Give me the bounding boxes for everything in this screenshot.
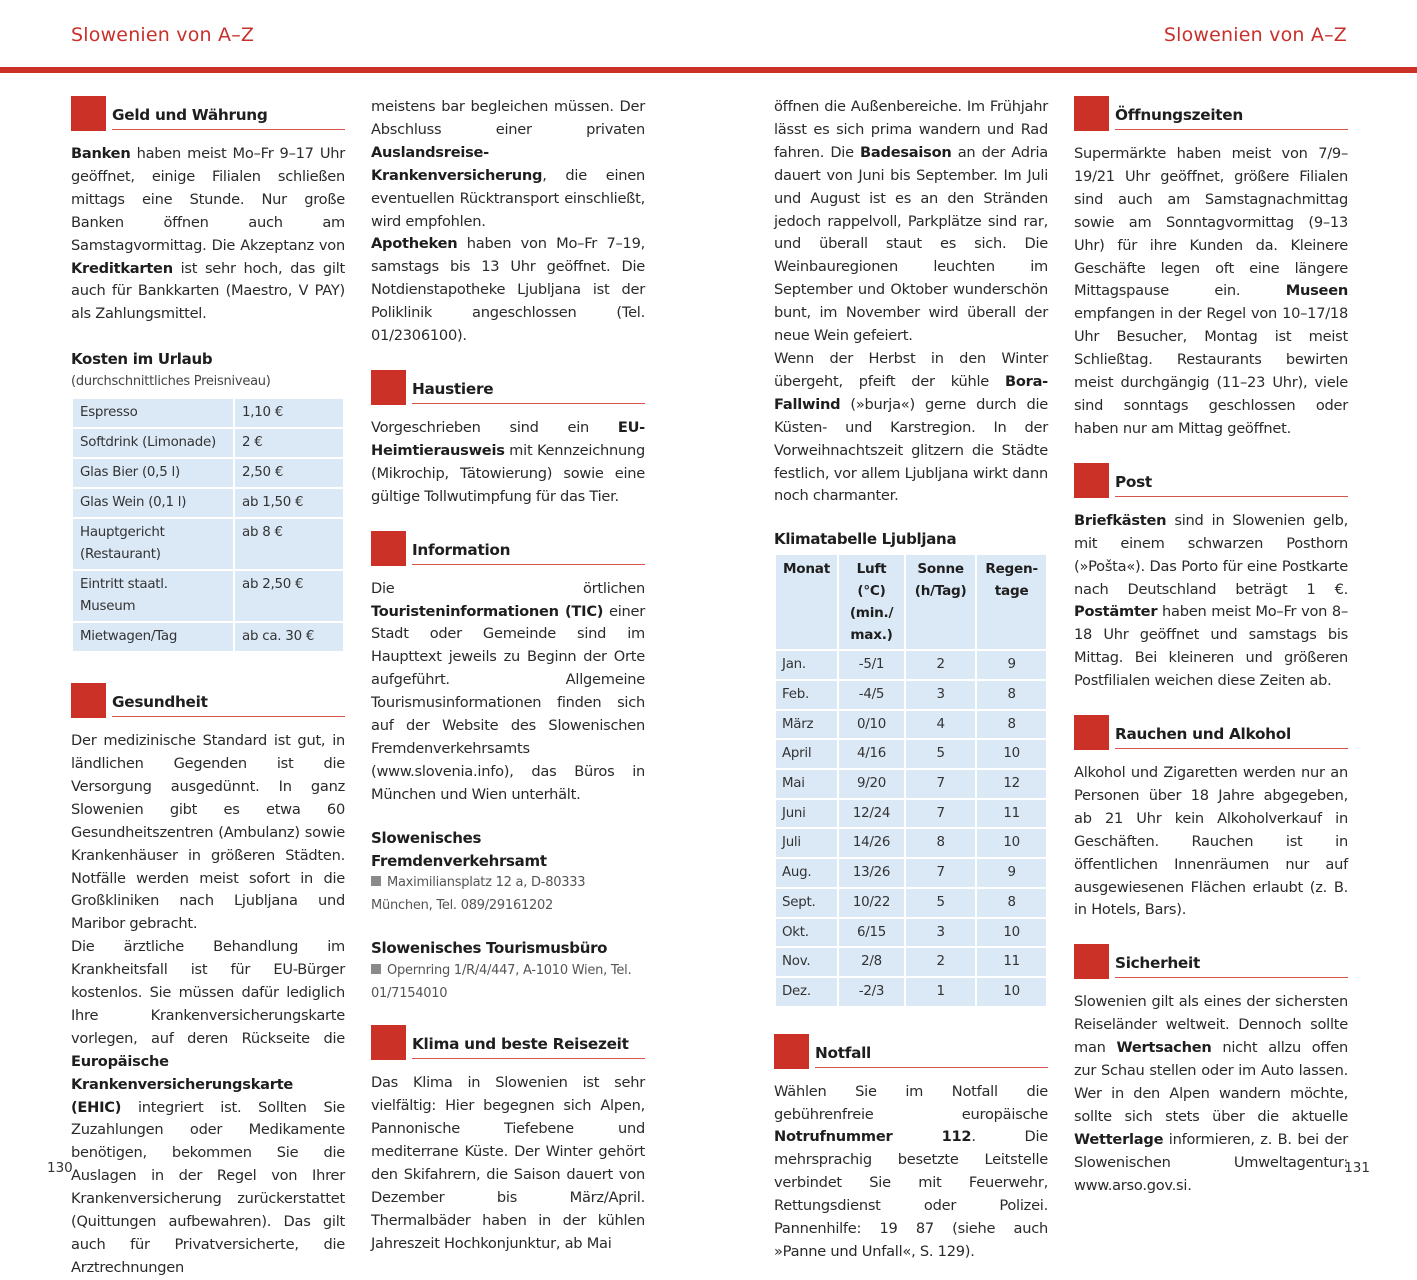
- cell-rain: 12: [976, 769, 1047, 799]
- spacer: [371, 807, 645, 827]
- cell-rain: 8: [976, 680, 1047, 710]
- cell-month: Jan.: [775, 650, 838, 680]
- spacer: [371, 1005, 645, 1025]
- spacer: [1074, 693, 1348, 715]
- cell-price: 2 €: [234, 428, 344, 458]
- gesundheit-paragraph-4: [371, 233, 645, 348]
- cell-item: Mietwagen/Tag: [72, 622, 234, 652]
- text: Das Klima in Slowenien ist sehr vielfältig: Hier begegnen sich Alpen, Pannonische Tiefebene und mediterrane Küste. Der Winter gehört den Skifahrern, die Saison dauert von Dezember bis März/April. Thermalbäder haben in der kühlen Jahreszeit Hochkonjunktur, ab Mai: [371, 1074, 645, 1252]
- bold-term: Wertsachen: [1116, 1039, 1212, 1057]
- red-square-icon: [1074, 715, 1109, 750]
- rauchen-paragraph: Alkohol und Zigaretten werden nur an Personen über 18 Jahre abgegeben, ab 21 Uhr kein Alkoholverkauf in Geschäften. Rauchen ist in öffentlichen Innenräumen nur auf ausgewiesenen Flächen erlaubt (z. B. in Hotels, Bars).: [1074, 764, 1348, 919]
- spacer: [1074, 441, 1348, 463]
- section-title: Öffnungszeiten: [1115, 104, 1348, 130]
- cell-month: Nov.: [775, 947, 838, 977]
- red-square-icon: [371, 1025, 406, 1060]
- cell-price: 2,50 €: [234, 458, 344, 488]
- header-monat: Monat: [775, 554, 838, 650]
- cell-sun: 7: [905, 799, 976, 829]
- cell-sun: 4: [905, 710, 976, 740]
- text: Vorgeschrieben sind ein: [371, 418, 618, 436]
- text: sind in Slowenien gelb, mit einem schwarzen Posthorn (»Pošta«). Das Porto für eine Postkarte nach Deutschland beträgt 1 €.: [1074, 511, 1348, 598]
- text: (»burja«) gerne durch die Küsten- und Karstregion. In der Vorweihnachtszeit glitzern die Städte festlich, vor allem Ljubljana wirkt dann noch charmanter.: [774, 395, 1048, 505]
- cell-sun: 5: [905, 739, 976, 769]
- cell-month: Dez.: [775, 977, 838, 1007]
- section-title: Geld und Währung: [112, 104, 345, 130]
- text: Wenn der Herbst in den Winter übergeht, pfeift der kühle: [774, 349, 1048, 390]
- table-row: [775, 650, 1047, 680]
- cell-item: Glas Bier (0,5 l): [72, 458, 234, 488]
- cell-rain: 8: [976, 888, 1047, 918]
- cell-rain: 10: [976, 739, 1047, 769]
- cell-rain: 10: [976, 977, 1047, 1007]
- section-title: Information: [412, 539, 645, 565]
- cell-air: 10/22: [838, 888, 905, 918]
- cell-sun: 8: [905, 828, 976, 858]
- klima-paragraph-2: [774, 348, 1048, 508]
- text: . Die mehrsprachig besetzte Leitstelle verbindet Sie mit Feuerwehr, Rettungsdienst oder Polizei. Pannenhilfe: 19 87 (siehe auch »Panne und Unfall«, S. 129).: [774, 1128, 1048, 1260]
- section-heading-information: [371, 531, 645, 567]
- table-row: [72, 428, 344, 458]
- cell-sun: 3: [905, 918, 976, 948]
- cell-month: Okt.: [775, 918, 838, 948]
- cell-rain: 10: [976, 828, 1047, 858]
- table-row: [775, 828, 1047, 858]
- text: an der Adria dauert von Juni bis September. Im Juli und August ist es an den Stränden jedoch rappelvoll, Parkplätze sind rar, und überall staut es sich. Die Weinbauregionen leuchten im September und Oktober wunderschön bunt, im November wird überall der neue Wein gefeiert.: [774, 143, 1048, 345]
- spacer: [71, 326, 345, 348]
- bold-term: Banken: [71, 145, 131, 162]
- cell-air: 14/26: [838, 828, 905, 858]
- cell-month: Mai: [775, 769, 838, 799]
- bold-term: Touristeninformationen (TIC): [371, 602, 604, 620]
- climate-table-title: Klimatabelle Ljubljana: [774, 530, 957, 549]
- bold-term: Wetterlage: [1074, 1130, 1164, 1148]
- section-title: Post: [1115, 471, 1348, 497]
- table-row: [775, 858, 1047, 888]
- text: einer Stadt oder Gemeinde sind im Haupttext jeweils zu Beginn der Orte aufgeführt. Allgemeine Tourismusinformationen finden sich auf der Website des Slowenischen Fremdenverkehrsamts (www.slovenia.info), das Büros in München und Wien unterhält.: [371, 602, 646, 803]
- post-paragraph: [1074, 510, 1348, 693]
- text: Supermärkte haben meist von 7/9–19/21 Uhr geöffnet, größere Filialen sind auch am Samstagnachmittag sowie am Sonntagvormittag (9–13 Uhr) für ihre Kunden da. Kleinere Geschäfte legen oft eine längere Mittagspause ein.: [1074, 145, 1348, 300]
- red-square-icon: [1074, 96, 1109, 131]
- text: , die einen eventuellen Rücktransport einschließt, wird empfohlen.: [371, 166, 645, 230]
- red-square-icon: [774, 1034, 809, 1069]
- text: ist sehr hoch, das gilt auch für Bankkarten (Maestro, V PAY) als Zahlungsmittel.: [71, 259, 345, 323]
- haustiere-paragraph: [371, 417, 645, 509]
- running-title-right: Slowenien von A–Z: [1163, 24, 1347, 46]
- text: Maximiliansplatz 12 a, D-80333 München, Tel. 089/29161202: [371, 875, 586, 913]
- section-heading-klima: [371, 1025, 645, 1061]
- text: meistens bar begleichen müssen. Der Abschluss einer privaten: [371, 98, 645, 138]
- cell-sun: 2: [905, 947, 976, 977]
- text: öffnen die Außenbereiche. Im Frühjahr lässt es sich prima wandern und Rad fahren. Die: [774, 98, 1048, 161]
- spacer: [1074, 922, 1348, 944]
- cell-sun: 5: [905, 888, 976, 918]
- table-row: [72, 398, 344, 428]
- section-heading-oeffnungszeiten: [1074, 96, 1348, 132]
- table-row: [72, 518, 344, 570]
- square-bullet-icon: [371, 876, 381, 886]
- section-heading-geld: [71, 96, 345, 132]
- red-square-icon: [1074, 944, 1109, 979]
- text: nicht allzu offen zur Schau stellen oder im Auto lassen. Wer in den Alpen wandern möchte, sollte sich stets über die aktuelle: [1074, 1039, 1348, 1125]
- cell-rain: 8: [976, 710, 1047, 740]
- section-title: Gesundheit: [112, 691, 345, 717]
- table-header-row: [775, 554, 1047, 650]
- spacer: [371, 348, 645, 370]
- cell-air: 4/16: [838, 739, 905, 769]
- cell-rain: 10: [976, 918, 1047, 948]
- column-4: [1074, 96, 1348, 1198]
- text: Slowenien gilt als eines der sichersten Reiseländer weltweit. Dennoch sollte man: [1074, 993, 1348, 1057]
- header-rule: [0, 67, 1417, 73]
- cell-air: 2/8: [838, 947, 905, 977]
- text: haben meist Mo–Fr von 8–18 Uhr geöffnet und samstags bis Mittag. Bei kleineren und größeren Postfilialen weichen diese Zeiten ab.: [1074, 603, 1348, 690]
- red-square-icon: [1074, 463, 1109, 498]
- column-3: [774, 96, 1048, 1264]
- cell-month: Juni: [775, 799, 838, 829]
- cell-item: Glas Wein (0,1 l): [72, 488, 234, 518]
- red-square-icon: [371, 370, 406, 405]
- column-2: [371, 96, 645, 1256]
- cell-air: 13/26: [838, 858, 905, 888]
- table-row: [775, 710, 1047, 740]
- text: Die ärztliche Behandlung im Krankheitsfall ist für EU-Bürger kostenlos. Sie müssen dafür lediglich Ihre Krankenversicherungskarte vorlegen, auf deren Rückseite die: [71, 938, 345, 1047]
- cell-item: Hauptgericht (Restaurant): [72, 518, 234, 570]
- cell-price: ab 8 €: [234, 518, 344, 570]
- cell-air: 12/24: [838, 799, 905, 829]
- red-square-icon: [71, 96, 106, 131]
- section-heading-gesundheit: [71, 683, 345, 719]
- cell-rain: 9: [976, 858, 1047, 888]
- information-paragraph: [371, 578, 645, 807]
- text: empfangen in der Regel von 10–17/18 Uhr Besucher, Montag ist meist Schließtag. Restaurants bewirten meist durchgängig (11–23 Uhr), viele sind sonntags geschlossen oder haben nur am Mittag geöffnet.: [1074, 305, 1348, 437]
- gesundheit-paragraph-2: [71, 936, 345, 1280]
- bold-term: Europäische Krankenversicherungskarte (EHIC): [71, 1052, 294, 1116]
- office-1-title: Slowenisches Fremdenverkehrsamt: [371, 828, 547, 870]
- spacer: [371, 509, 645, 531]
- cell-month: Feb.: [775, 680, 838, 710]
- text: informieren, z. B. bei der Slowenischen Umweltagentur: www.arso.gov.si.: [1074, 1130, 1348, 1194]
- spacer: [774, 1008, 1048, 1034]
- section-title: Rauchen und Alkohol: [1115, 723, 1348, 749]
- office-2-address: [371, 960, 645, 1005]
- cell-air: 6/15: [838, 918, 905, 948]
- page-number-left: 130: [47, 1160, 73, 1176]
- cell-item: Softdrink (Limonade): [72, 428, 234, 458]
- cell-month: April: [775, 739, 838, 769]
- running-title-left: Slowenien von A–Z: [71, 24, 255, 46]
- bold-term: Badesaison: [860, 143, 952, 161]
- office-1-address: [371, 872, 645, 917]
- text: Opernring 1/R/4/447, A-1010 Wien, Tel. 01/7154010: [371, 963, 632, 1001]
- section-heading-notfall: [774, 1034, 1048, 1070]
- bold-term: Briefkästen: [1074, 511, 1167, 529]
- cell-sun: 1: [905, 977, 976, 1007]
- text: haben von Mo–Fr 7–19, samstags bis 13 Uhr geöffnet. Die Notdienstapotheke Ljubljana ist der Poliklinik angeschlossen (Tel. 01/2306100).: [371, 235, 645, 345]
- header-luft: Luft (°C) (min./ max.): [838, 554, 905, 650]
- spacer: [71, 653, 345, 683]
- gesundheit-paragraph-3: [371, 96, 645, 233]
- table-row: [775, 918, 1047, 948]
- cell-rain: 9: [976, 650, 1047, 680]
- cell-air: -4/5: [838, 680, 905, 710]
- cell-price: ab ca. 30 €: [234, 622, 344, 652]
- square-bullet-icon: [371, 964, 381, 974]
- section-title: Notfall: [815, 1042, 1048, 1068]
- text: integriert ist. Sollten Sie Zuzahlungen oder Medikamente benötigen, bekommen Sie die Auslagen in der Regel von Ihrer Krankenversicherung zurückerstattet (Quittungen aufbewahren). Das gilt auch für Privatversicherte, die Arztrechnungen: [71, 1098, 345, 1276]
- column-1: [71, 96, 345, 1280]
- spacer: [371, 917, 645, 937]
- cell-sun: 7: [905, 769, 976, 799]
- cost-table-note: (durchschnittliches Preisniveau): [71, 374, 271, 390]
- cell-sun: 7: [905, 858, 976, 888]
- table-row: [775, 888, 1047, 918]
- bold-term: EU-Heimtierausweis: [371, 418, 645, 459]
- spacer: [774, 508, 1048, 528]
- notfall-paragraph: [774, 1081, 1048, 1264]
- table-row: [775, 680, 1047, 710]
- cell-rain: 11: [976, 947, 1047, 977]
- table-row: [775, 739, 1047, 769]
- bold-term: Auslandsreise-Krankenversicherung: [371, 143, 543, 184]
- bold-term: Postämter: [1074, 603, 1158, 621]
- office-2-title: Slowenisches Tourismusbüro: [371, 939, 608, 958]
- oeffnungszeiten-paragraph: [1074, 143, 1348, 441]
- text: Wählen Sie im Notfall die gebührenfreie europäische: [774, 1082, 1048, 1123]
- cell-price: ab 1,50 €: [234, 488, 344, 518]
- section-title: Klima und beste Reisezeit: [412, 1033, 645, 1059]
- cell-price: ab 2,50 €: [234, 570, 344, 622]
- table-row: [72, 570, 344, 622]
- cell-month: Sept.: [775, 888, 838, 918]
- cell-sun: 3: [905, 680, 976, 710]
- bold-term: Apotheken: [371, 235, 458, 253]
- bold-term: Kreditkarten: [71, 259, 173, 277]
- cell-month: Aug.: [775, 858, 838, 888]
- table-row: [775, 769, 1047, 799]
- section-heading-rauchen: [1074, 715, 1348, 751]
- red-square-icon: [71, 683, 106, 718]
- header-sonne: Sonne (h/Tag): [905, 554, 976, 650]
- red-square-icon: [371, 531, 406, 566]
- text: Die örtlichen: [371, 579, 645, 597]
- cell-month: März: [775, 710, 838, 740]
- section-heading-post: [1074, 463, 1348, 499]
- text: mit Kennzeichnung (Mikrochip, Tätowierung) sowie eine gültige Tollwutimpfung für das Tier.: [371, 441, 645, 505]
- cell-air: -2/3: [838, 977, 905, 1007]
- section-heading-sicherheit: [1074, 944, 1348, 980]
- cell-air: 0/10: [838, 710, 905, 740]
- sicherheit-paragraph: [1074, 991, 1348, 1197]
- cell-month: Juli: [775, 828, 838, 858]
- page-number-right: 131: [1344, 1160, 1370, 1176]
- table-row: [72, 622, 344, 652]
- cell-price: 1,10 €: [234, 398, 344, 428]
- section-title: Haustiere: [412, 378, 645, 404]
- text: haben meist Mo–Fr 9–17 Uhr geöffnet, einige Filialen schließen mittags eine Stunde. Nur große Banken öffnen auch am Samstagvormittag. Die Akzeptanz von: [71, 145, 345, 254]
- table-row: [72, 488, 344, 518]
- cost-table: [71, 397, 345, 653]
- bold-term: Bora-Fallwind: [774, 372, 1048, 413]
- klima-paragraph-1-continued: [774, 96, 1048, 348]
- table-row: [775, 799, 1047, 829]
- section-heading-haustiere: [371, 370, 645, 406]
- cell-sun: 2: [905, 650, 976, 680]
- cell-item: Eintritt staatl. Museum: [72, 570, 234, 622]
- bold-term: Museen: [1285, 282, 1348, 300]
- klima-paragraph-1: [371, 1072, 645, 1255]
- cell-air: 9/20: [838, 769, 905, 799]
- table-row: [775, 977, 1047, 1007]
- cost-table-title: Kosten im Urlaub: [71, 350, 213, 369]
- climate-table: [774, 553, 1048, 1007]
- cell-air: -5/1: [838, 650, 905, 680]
- cell-item: Espresso: [72, 398, 234, 428]
- table-row: [72, 458, 344, 488]
- section-title: Sicherheit: [1115, 952, 1348, 978]
- header-regentage: Regen-tage: [976, 554, 1047, 650]
- bold-term: Notrufnummer 112: [774, 1128, 972, 1146]
- geld-paragraph: [71, 143, 345, 326]
- table-row: [775, 947, 1047, 977]
- gesundheit-paragraph-1: Der medizinische Standard ist gut, in ländlichen Gegenden ist die Versorgung ausgedünnt. In ganz Slowenien gibt es etwa 60 Gesundheitszentren (Ambulanz) sowie Krankenhäuser in größeren Städten. Notfälle werden meist sofort in die Großkliniken nach Ljubljana und Maribor gebracht.: [71, 732, 345, 933]
- cell-rain: 11: [976, 799, 1047, 829]
